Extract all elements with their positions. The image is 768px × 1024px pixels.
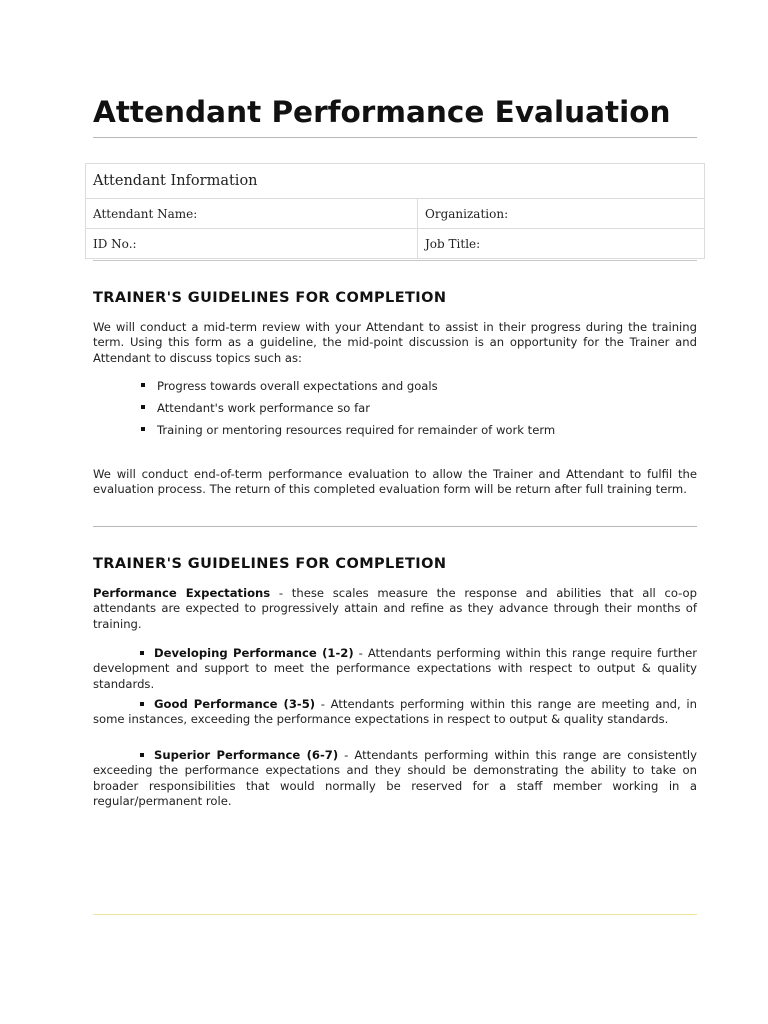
- performance-expectations-paragraph: [93, 586, 697, 632]
- list-item: Attendant's work performance so far: [93, 397, 697, 419]
- square-bullet-icon: [141, 383, 145, 387]
- closing-paragraph: We will conduct end-of-term performance evaluation to allow the Trainer and Attendant to fulfil the evaluation process. The return of this completed evaluation form will be return after full training term.: [93, 467, 697, 497]
- level-text: - Attendants performing within this range require further development and support to meet the performance expectations with respect to output & quality standards.: [93, 646, 697, 691]
- level-label: Good Performance (3-5): [154, 697, 316, 711]
- expectations-label: Performance Expectations: [93, 586, 271, 600]
- section-divider: [93, 526, 697, 527]
- section-heading-guidelines-1: TRAINER'S GUIDELINES FOR COMPLETION: [93, 290, 447, 306]
- section-heading-guidelines-2: TRAINER'S GUIDELINES FOR COMPLETION: [93, 556, 447, 572]
- list-item: Progress towards overall expectations and goals: [93, 375, 697, 397]
- expectations-text: - these scales measure the response and abilities that all co-op attendants are expected to progressively attain and refine as they advance through their months of training.: [93, 586, 698, 631]
- list-item: Training or mentoring resources required for remainder of work term: [93, 419, 697, 441]
- attendant-name-field: Attendant Name:: [86, 199, 418, 229]
- intro-paragraph: We will conduct a mid-term review with your Attendant to assist in their progress during the training term. Using this form as a guideline, the mid-point discussion is an opportunity for the Trainer and Attendant to discuss topics such as:: [93, 320, 697, 365]
- info-table-header: Attendant Information: [86, 164, 705, 199]
- level-text: - Attendants performing within this range are consistently exceeding the performance expectations and they should be demonstrating the ability to take on broader responsibilities that would normally be reserved for a staff member working in a regular/permanent role.: [93, 748, 697, 808]
- level-text: - Attendants performing within this range are meeting and, in some instances, exceeding the performance expectations in respect to output & quality standards.: [93, 697, 697, 727]
- square-bullet-icon: [141, 405, 145, 409]
- title-divider: [93, 137, 697, 138]
- level-developing-paragraph: [93, 646, 697, 692]
- discussion-topics-list: [93, 375, 697, 441]
- footer-divider: [93, 914, 697, 915]
- square-bullet-icon: [140, 702, 144, 706]
- table-divider: [93, 260, 697, 261]
- square-bullet-icon: [140, 753, 144, 757]
- organization-field: Organization:: [418, 199, 705, 229]
- job-title-field: Job Title:: [418, 229, 705, 259]
- page-title: Attendant Performance Evaluation: [93, 95, 671, 129]
- square-bullet-icon: [140, 651, 144, 655]
- level-superior-paragraph: [93, 748, 697, 809]
- attendant-info-table: [85, 163, 705, 259]
- square-bullet-icon: [141, 427, 145, 431]
- level-good-paragraph: [93, 697, 697, 728]
- level-label: Superior Performance (6-7): [154, 748, 339, 762]
- id-number-field: ID No.:: [86, 229, 418, 259]
- level-label: Developing Performance (1-2): [154, 646, 354, 660]
